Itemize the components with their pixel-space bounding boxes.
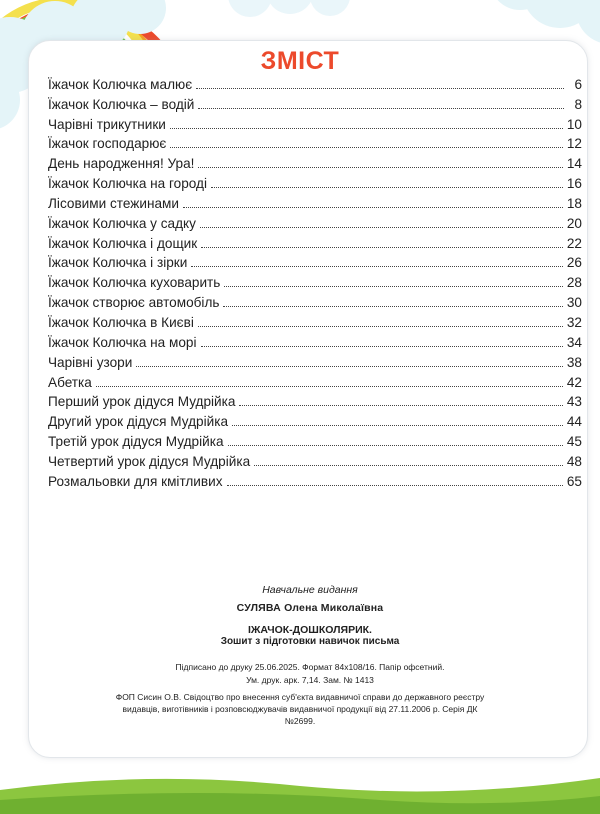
book-subtitle: Зошит з підготовки навичок письма	[220, 636, 400, 647]
toc-entry-page: 43	[566, 394, 582, 410]
toc-entry-page: 38	[566, 354, 582, 370]
toc-entry-title: Розмальовки для кмітливих	[48, 473, 223, 489]
toc-entry	[48, 271, 582, 291]
toc-entry-title: Їжачок Колючка – водій	[48, 96, 195, 112]
toc-entry-page: 26	[566, 255, 582, 271]
toc-entry-title: Другий урок дідуся Мудрійка	[48, 414, 229, 430]
toc-entry-title: Чарівні трикутники	[48, 116, 166, 132]
toc-entry	[48, 232, 582, 252]
toc-entry	[48, 73, 582, 93]
toc-entry	[48, 450, 582, 470]
toc-entry-page: 20	[566, 215, 582, 231]
toc-entry-page: 48	[566, 453, 582, 469]
toc-entry-page: 34	[566, 334, 582, 350]
dot-leader	[239, 405, 562, 406]
toc-entry-title: Перший урок дідуся Мудрійка	[48, 394, 236, 410]
toc-entry	[48, 371, 582, 391]
dot-leader	[198, 108, 564, 109]
toc-entry-page: 12	[566, 136, 582, 152]
toc-entry-title: Абетка	[48, 374, 92, 390]
toc-entry-page: 30	[566, 295, 582, 311]
dot-leader	[224, 286, 563, 287]
toc-entry-page: 32	[566, 314, 582, 330]
toc-entry-title: Їжачок Колючка на городі	[48, 176, 208, 192]
dot-leader	[232, 425, 563, 426]
dot-leader	[196, 88, 564, 89]
print-info: Підписано до друку 25.06.2025. Формат 84х108/16. Папір офсетний.	[175, 662, 445, 672]
toc-entry-title: День народження! Ура!	[48, 156, 195, 172]
dot-leader	[227, 485, 563, 486]
dot-leader	[200, 227, 563, 228]
toc-entry-title: Їжачок Колючка малює	[48, 76, 193, 92]
toc-entry-title: Їжачок господарює	[48, 136, 167, 152]
toc-entry	[48, 113, 582, 133]
toc-entry-title: Їжачок створює автомобіль	[48, 295, 220, 311]
toc-entry-page: 65	[566, 473, 582, 489]
toc-entry-title: Їжачок Колючка куховарить	[48, 275, 221, 291]
toc-entry	[48, 192, 582, 212]
toc-entry-page: 8	[574, 96, 582, 112]
toc-entry-page: 42	[566, 374, 582, 390]
toc-entry	[48, 351, 582, 371]
toc-entry	[48, 93, 582, 113]
toc-entry-page: 14	[566, 156, 582, 172]
dot-leader	[96, 386, 563, 387]
dot-leader	[228, 445, 563, 446]
toc-entry-title: Лісовими стежинами	[48, 195, 179, 211]
toc-entry	[48, 133, 582, 153]
toc-entry	[48, 311, 582, 331]
toc-entry-page: 18	[566, 195, 582, 211]
toc-entry-page: 16	[566, 176, 582, 192]
dot-leader	[211, 187, 563, 188]
cloud-right	[490, 0, 600, 44]
dot-leader	[201, 346, 563, 347]
page-title: ЗМІСТ	[260, 47, 340, 75]
toc-entry-page: 6	[574, 76, 582, 92]
toc-entry-title: Їжачок Колючка і дощик	[48, 235, 198, 251]
toc-entry-page: 10	[566, 116, 582, 132]
dot-leader	[191, 266, 563, 267]
toc-entry-page: 44	[566, 414, 582, 430]
author-name: СУЛЯВА Олена Миколаївна	[236, 602, 384, 614]
toc-entry	[48, 331, 582, 351]
toc-entry	[48, 172, 582, 192]
dot-leader	[198, 326, 563, 327]
table-of-contents	[48, 73, 582, 490]
grass-decoration	[0, 778, 600, 814]
toc-entry-title: Їжачок Колючка і зірки	[48, 255, 188, 271]
toc-entry	[48, 152, 582, 172]
toc-entry-page: 28	[566, 275, 582, 291]
toc-entry-title: Четвертий урок дідуся Мудрійка	[48, 453, 251, 469]
toc-entry-page: 22	[566, 235, 582, 251]
book-title: ІЖАЧОК-ДОШКОЛЯРИК.	[248, 624, 372, 636]
toc-entry-page: 45	[566, 434, 582, 450]
edition-type: Навчальне видання	[262, 584, 358, 596]
toc-entry	[48, 391, 582, 411]
toc-entry	[48, 252, 582, 272]
toc-entry	[48, 430, 582, 450]
dot-leader	[223, 306, 562, 307]
toc-entry-title: Їжачок Колючка в Києві	[48, 314, 194, 330]
publisher-info: ФОП Сисин О.В. Свідоцтво про внесення суб'єкта видавничої справи до державного реєстру видавців, виготівників і розповсюджувачів видавничої продукції від 27.11.2006 р. Серія ДК №2699.	[115, 692, 485, 726]
dot-leader	[170, 128, 563, 129]
toc-entry-title: Третій урок дідуся Мудрійка	[48, 434, 224, 450]
toc-entry	[48, 470, 582, 490]
dot-leader	[183, 207, 563, 208]
cloud-top	[228, 0, 350, 17]
toc-entry-title: Їжачок Колючка у садку	[48, 215, 196, 231]
toc-entry	[48, 291, 582, 311]
toc-entry-title: Їжачок Колючка на морі	[48, 334, 197, 350]
toc-entry	[48, 212, 582, 232]
toc-entry	[48, 410, 582, 430]
dot-leader	[198, 167, 562, 168]
sheets-info: Ум. друк. арк. 7,14. Зам. № 1413	[246, 675, 374, 685]
dot-leader	[170, 147, 563, 148]
dot-leader	[254, 465, 563, 466]
toc-entry-title: Чарівні узори	[48, 354, 133, 370]
dot-leader	[201, 247, 563, 248]
dot-leader	[136, 366, 563, 367]
